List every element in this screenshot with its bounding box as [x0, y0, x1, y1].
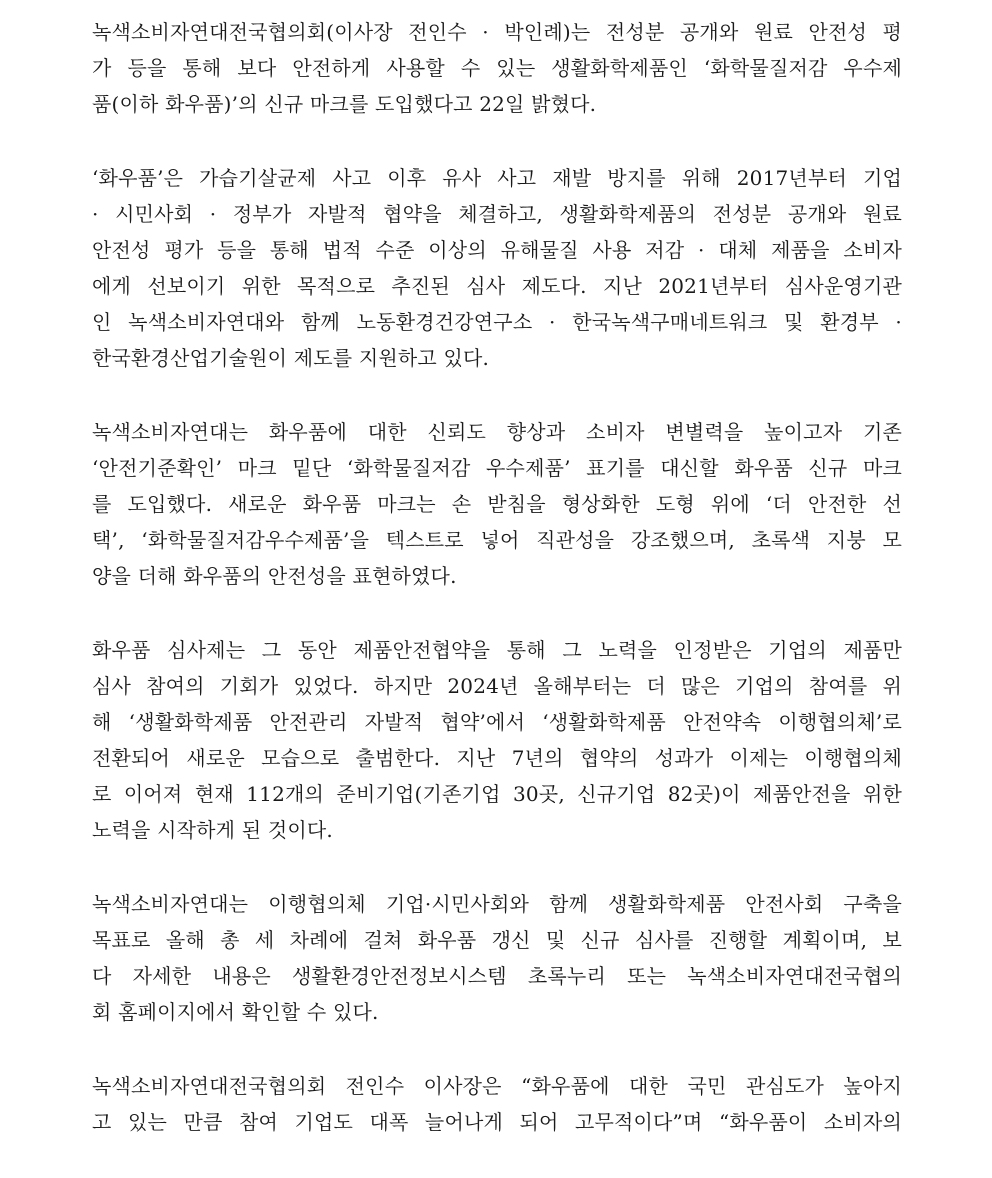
text-line: 녹색소비자연대는 이행협의체 기업·시민사회와 함께 생활화학제품 안전사회 구축을	[92, 892, 902, 916]
paragraph-3	[92, 414, 902, 594]
text-line: 노력을 시작하게 된 것이다.	[92, 818, 333, 842]
article-body	[92, 14, 902, 1178]
text-line: 녹색소비자연대전국협의회 전인수 이사장은 “화우품에 대한 국민 관심도가 높아지	[92, 1074, 902, 1098]
text-line: 전환되어 새로운 모습으로 출범한다. 지난 7년의 협약의 성과가 이제는 이행협의체	[92, 746, 902, 770]
text-line: 품(이하 화우품)’의 신규 마크를 도입했다고 22일 밝혔다.	[92, 92, 597, 116]
text-line: 녹색소비자연대전국협의회(이사장 전인수 · 박인례)는 전성분 공개와 원료 안전성 평	[92, 20, 902, 44]
text-line: 녹색소비자연대는 화우품에 대한 신뢰도 향상과 소비자 변별력을 높이고자 기존	[92, 420, 902, 444]
text-line: 해 ‘생활화학제품 안전관리 자발적 협약’에서 ‘생활화학제품 안전약속 이행협의체’로	[92, 710, 902, 734]
text-line: · 시민사회 · 정부가 자발적 협약을 체결하고, 생활화학제품의 전성분 공개와 원료	[92, 202, 902, 226]
text-line: 로 이어져 현재 112개의 준비기업(기존기업 30곳, 신규기업 82곳)이 제품안전을 위한	[92, 782, 902, 806]
text-line: 양을 더해 화우품의 안전성을 표현하였다.	[92, 564, 457, 588]
text-line: 가 등을 통해 보다 안전하게 사용할 수 있는 생활화학제품인 ‘화학물질저감 우수제	[92, 56, 902, 80]
text-line: 화우품 심사제는 그 동안 제품안전협약을 통해 그 노력을 인정받은 기업의 제품만	[92, 638, 902, 662]
text-line: 회 홈페이지에서 확인할 수 있다.	[92, 1000, 379, 1024]
text-line: 택’, ‘화학물질저감우수제품’을 텍스트로 넣어 직관성을 강조했으며, 초록색 지붕 모	[92, 528, 902, 552]
paragraph-4	[92, 632, 902, 848]
text-line: 를 도입했다. 새로운 화우품 마크는 손 받침을 형상화한 도형 위에 ‘더 안전한 선	[92, 492, 902, 516]
text-line: 한국환경산업기술원이 제도를 지원하고 있다.	[92, 346, 490, 370]
paragraph-5	[92, 886, 902, 1030]
paragraph-1	[92, 14, 902, 122]
text-line: 고 있는 만큼 참여 기업도 대폭 늘어나게 되어 고무적이다”며 “화우품이 소비자의	[92, 1110, 902, 1134]
text-line: 에게 선보이기 위한 목적으로 추진된 심사 제도다. 지난 2021년부터 심사운영기관	[92, 274, 902, 298]
text-line: 심사 참여의 기회가 있었다. 하지만 2024년 올해부터는 더 많은 기업의 참여를 위	[92, 674, 902, 698]
text-line: ‘화우품’은 가습기살균제 사고 이후 유사 사고 재발 방지를 위해 2017년부터 기업	[92, 166, 902, 190]
paragraph-2	[92, 160, 902, 376]
paragraph-6	[92, 1068, 902, 1140]
text-line: ‘안전기준확인’ 마크 밑단 ‘화학물질저감 우수제품’ 표기를 대신할 화우품 신규 마크	[92, 456, 902, 480]
text-line: 안전성 평가 등을 통해 법적 수준 이상의 유해물질 사용 저감 · 대체 제품을 소비자	[92, 238, 902, 262]
text-line: 다 자세한 내용은 생활환경안전정보시스템 초록누리 또는 녹색소비자연대전국협의	[92, 964, 902, 988]
text-line: 목표로 올해 총 세 차례에 걸쳐 화우품 갱신 및 신규 심사를 진행할 계획이며, 보	[92, 928, 902, 952]
text-line: 인 녹색소비자연대와 함께 노동환경건강연구소 · 한국녹색구매네트워크 및 환경부 ·	[92, 310, 902, 334]
